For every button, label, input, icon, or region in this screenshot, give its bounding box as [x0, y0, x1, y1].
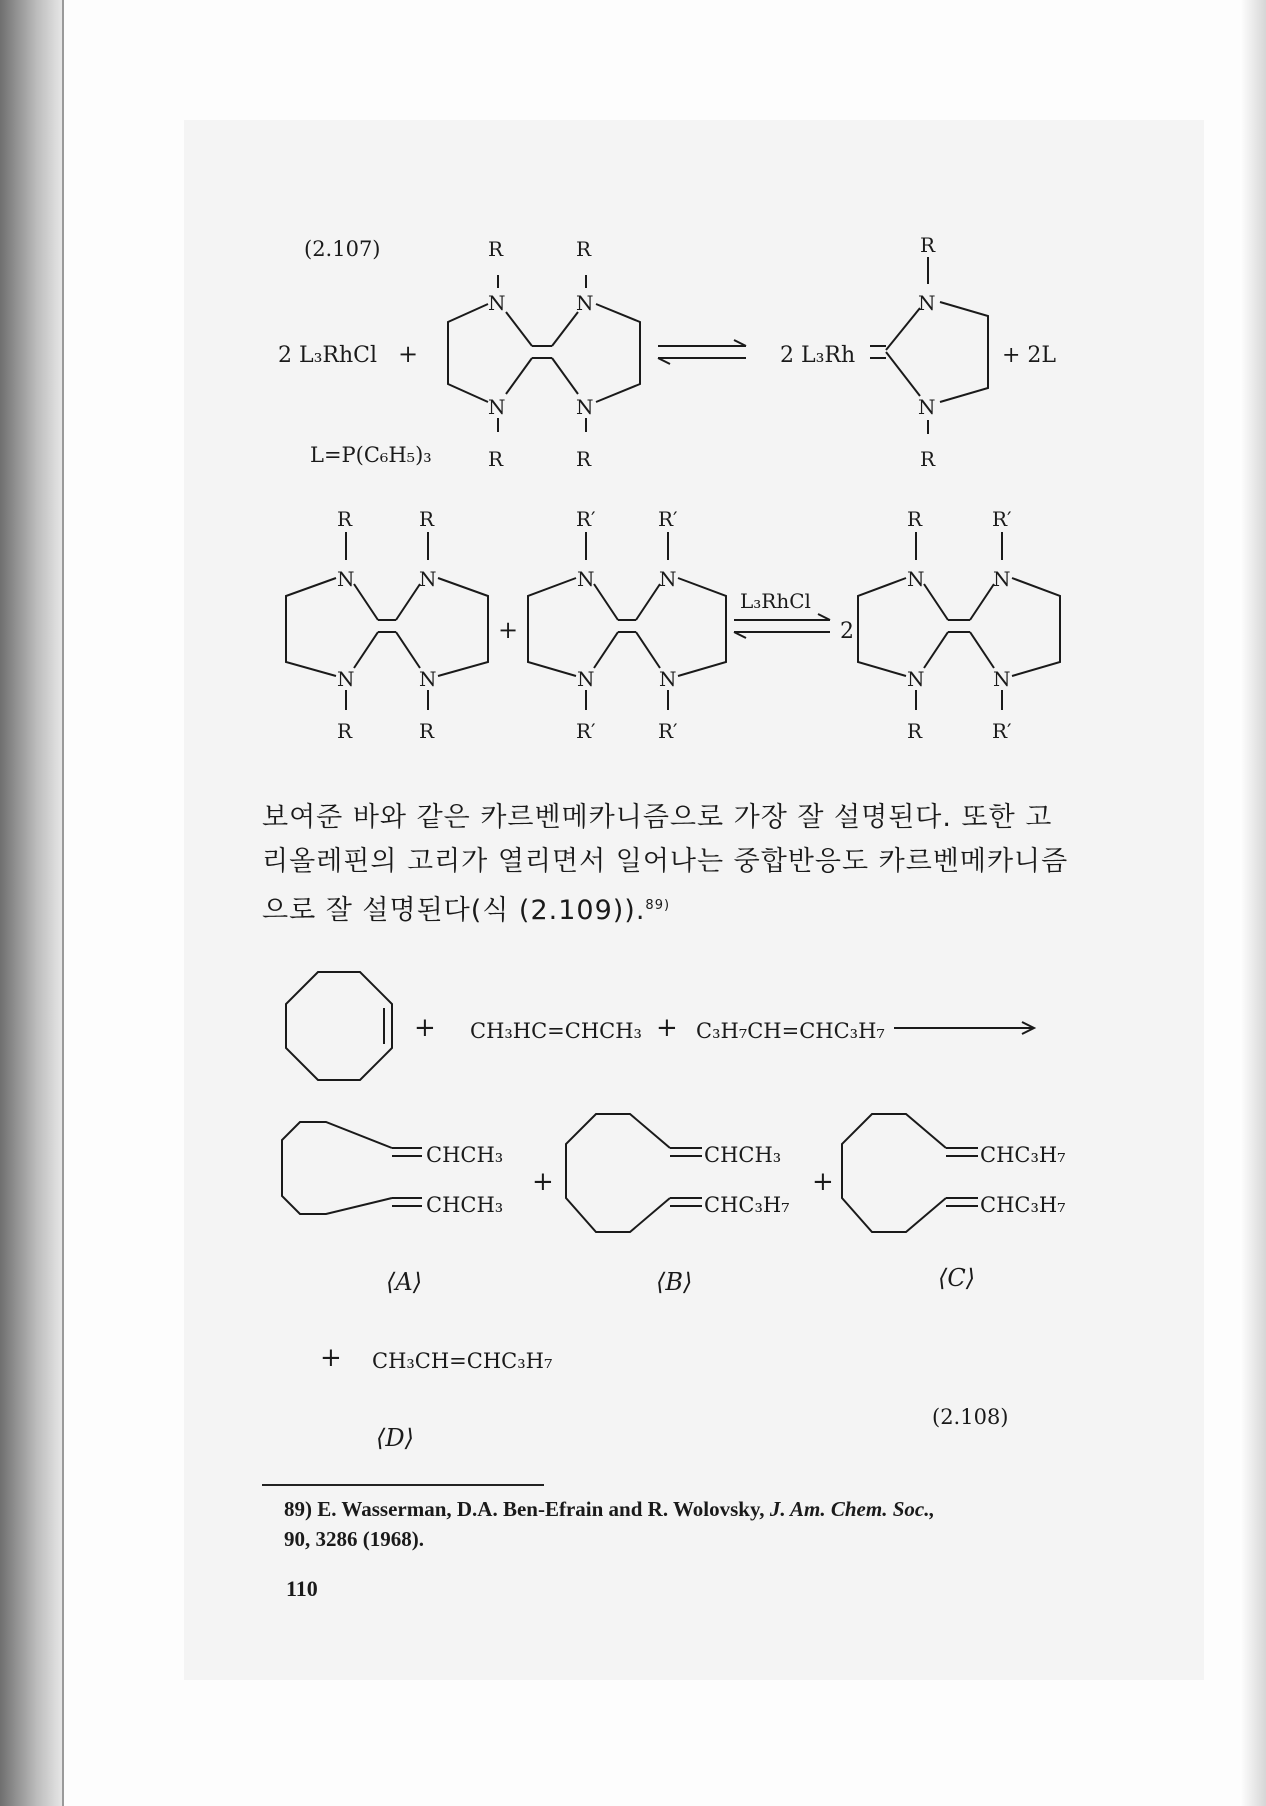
eq-2-107-number: (2.107) [304, 237, 381, 261]
plus-sign: + [414, 1013, 436, 1043]
atom-n: N [337, 567, 355, 591]
product-plus-2l: + 2L [1002, 343, 1057, 368]
atom-n: N [576, 291, 594, 315]
substituent-r-prime: R′ [576, 719, 596, 743]
substituent-r: R [576, 237, 592, 261]
product-c-top-group: CHC₃H₇ [980, 1143, 1066, 1167]
substituent-r: R [920, 233, 936, 257]
footnote-reference: 89) [645, 898, 671, 913]
label-c: ⟨C⟩ [938, 1264, 976, 1292]
reactant-rhcl: 2 L₃RhCl [278, 343, 378, 368]
substituent-r-prime: R′ [576, 507, 596, 531]
plus-sign: + [398, 340, 419, 368]
substituent-r: R [907, 719, 923, 743]
atom-n: N [337, 667, 355, 691]
product-a-top-group: CHCH₃ [426, 1143, 504, 1167]
atom-n: N [419, 667, 437, 691]
atom-n: N [907, 567, 925, 591]
substituent-r-prime: R′ [992, 507, 1012, 531]
paragraph-line [262, 884, 1092, 933]
substituent-r: R [920, 447, 936, 471]
product-d: CH₃CH=CHC₃H₇ [372, 1349, 553, 1373]
substituent-r: R [419, 507, 435, 531]
footnote-authors: E. Wasserman, D.A. Ben-Efrain and R. Wolovsky, [317, 1497, 765, 1521]
atom-n: N [659, 567, 677, 591]
plus-sign: + [812, 1167, 834, 1197]
reagent-octene: C₃H₇CH=CHC₃H₇ [696, 1019, 885, 1043]
substituent-r: R [419, 719, 435, 743]
atom-n: N [576, 395, 594, 419]
plus-sign: + [498, 616, 519, 644]
product-rh-carbene: 2 L₃Rh [780, 343, 856, 368]
atom-n: N [918, 395, 936, 419]
product-a-bottom-group: CHCH₃ [426, 1193, 504, 1217]
coefficient: 2 [840, 619, 854, 644]
plus-sign: + [656, 1013, 678, 1043]
product-c-bottom-group: CHC₃H₇ [980, 1193, 1066, 1217]
atom-n: N [419, 567, 437, 591]
footnote-volume: 90, 3286 (1968). [284, 1527, 424, 1551]
plus-sign: + [532, 1167, 554, 1197]
footnote [284, 1494, 1104, 1554]
atom-n: N [577, 567, 595, 591]
atom-n: N [488, 395, 506, 419]
catalyst-label: L₃RhCl [740, 589, 811, 613]
product-b-top-group: CHCH₃ [704, 1143, 782, 1167]
substituent-r-prime: R′ [658, 719, 678, 743]
page-number: 110 [286, 1576, 318, 1601]
paragraph-line: 리올레핀의 고리가 열리면서 일어나는 중합반응도 카르벤메카니즘 [262, 846, 1069, 877]
atom-n: N [488, 291, 506, 315]
footnote-journal: J. Am. Chem. Soc., [769, 1497, 935, 1521]
eq-2-108-number: (2.108) [932, 1405, 1009, 1429]
body-paragraph [262, 796, 1092, 933]
plus-sign: + [320, 1343, 342, 1373]
atom-n: N [993, 567, 1011, 591]
atom-n: N [577, 667, 595, 691]
product-b-bottom-group: CHC₃H₇ [704, 1193, 790, 1217]
substituent-r: R [488, 447, 504, 471]
paragraph-line-text: 으로 잘 설명된다(식 (2.109)). [262, 895, 646, 926]
substituent-r: R [488, 237, 504, 261]
paragraph-line: 보여준 바와 같은 카르벤메카니즘으로 가장 잘 설명된다. 또한 고 [262, 802, 1053, 833]
atom-n: N [907, 667, 925, 691]
atom-n: N [659, 667, 677, 691]
footnote-rule [262, 1484, 544, 1486]
substituent-r: R [337, 719, 353, 743]
ligand-definition: L=P(C₆H₅)₃ [310, 443, 432, 467]
substituent-r-prime: R′ [992, 719, 1012, 743]
atom-n: N [918, 291, 936, 315]
label-a: ⟨A⟩ [386, 1268, 423, 1296]
substituent-r: R [576, 447, 592, 471]
footnote-line [284, 1494, 1104, 1524]
label-b: ⟨B⟩ [656, 1268, 693, 1296]
label-d: ⟨D⟩ [376, 1424, 414, 1452]
atom-n: N [993, 667, 1011, 691]
reagent-butene: CH₃HC=CHCH₃ [470, 1019, 642, 1043]
substituent-r-prime: R′ [658, 507, 678, 531]
substituent-r: R [337, 507, 353, 531]
substituent-r: R [907, 507, 923, 531]
footnote-marker: 89) [284, 1497, 312, 1521]
